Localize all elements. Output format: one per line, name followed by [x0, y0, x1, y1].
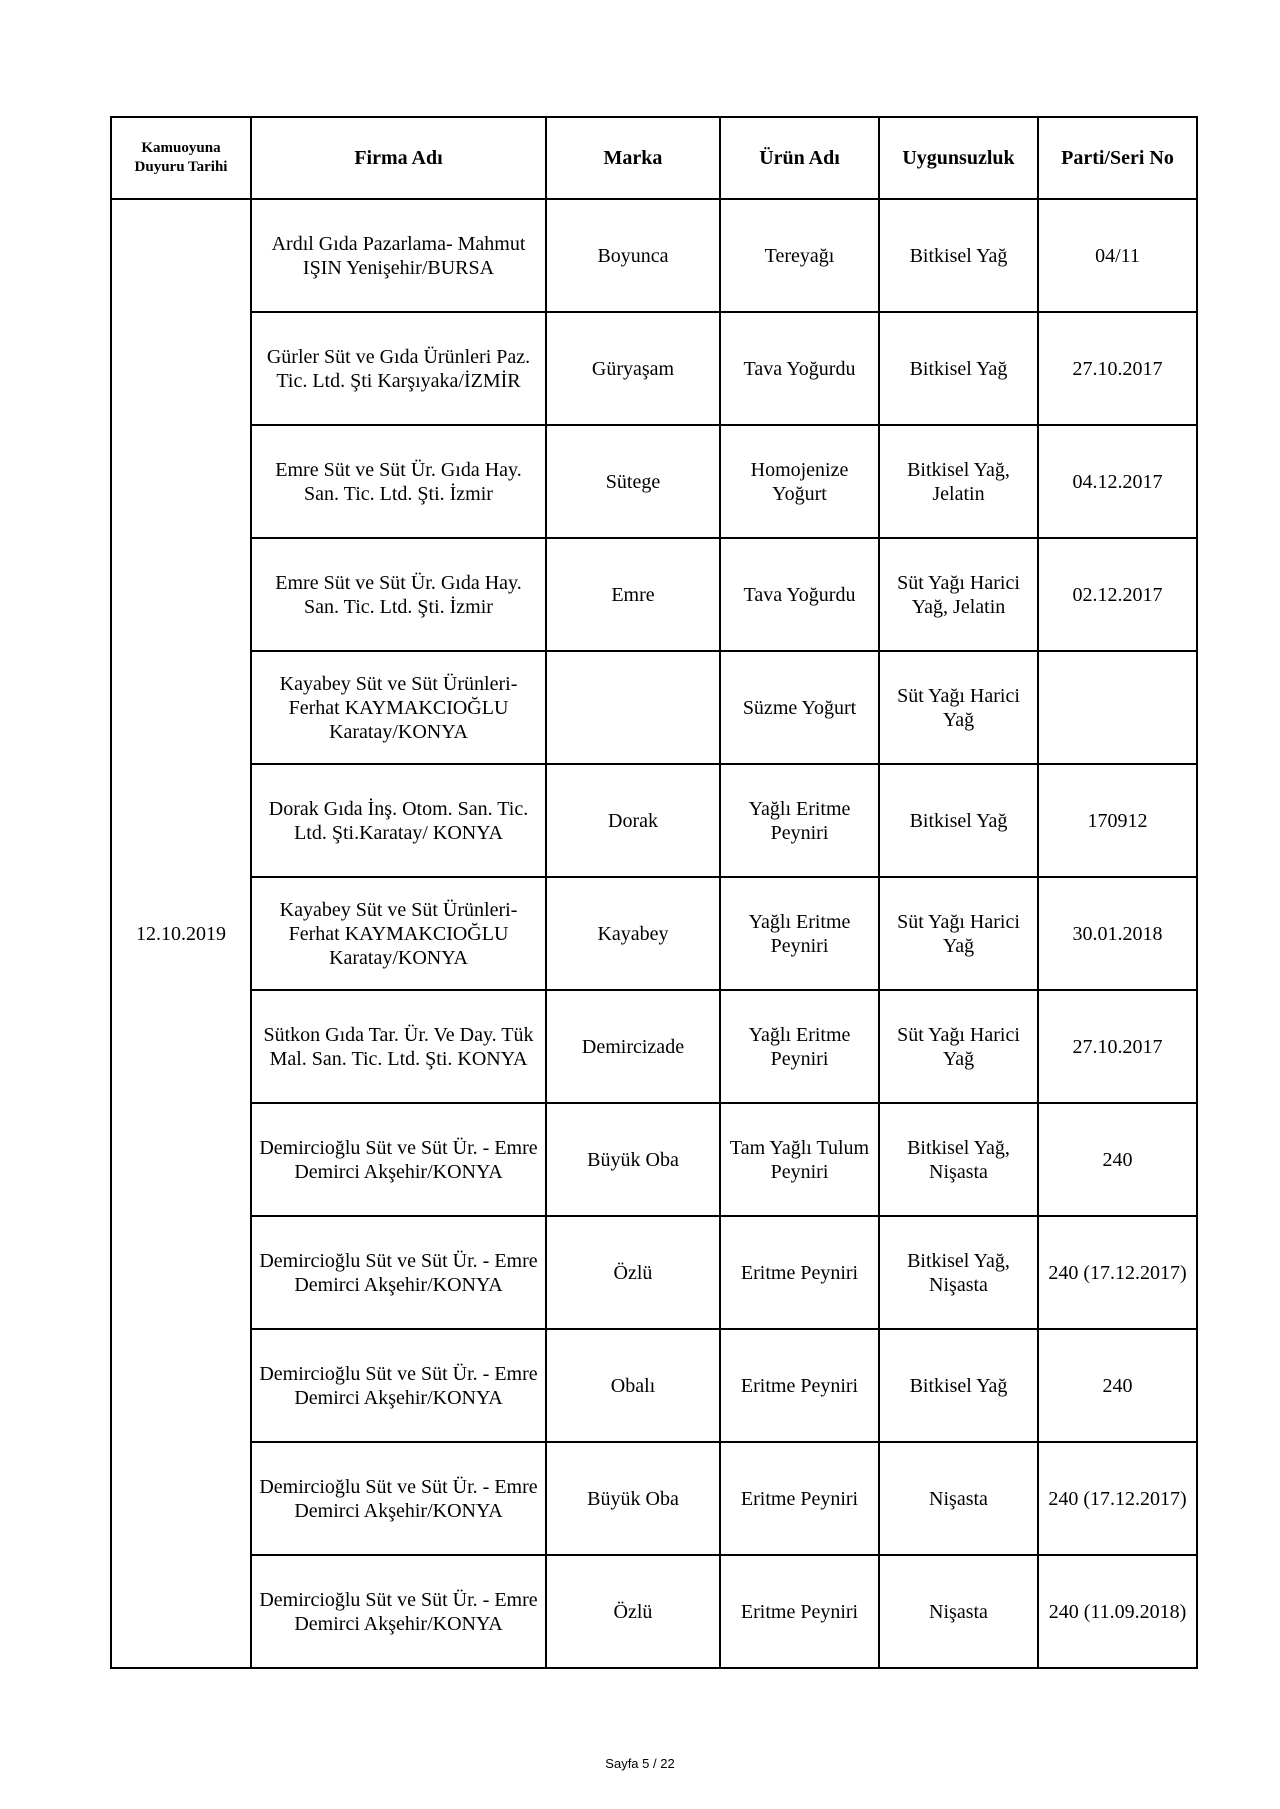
product-cell: Tava Yoğurdu	[720, 538, 879, 651]
firm-cell: Kayabey Süt ve Süt Ürünleri- Ferhat KAYMAKCIOĞLU Karatay/KONYA	[251, 877, 546, 990]
table-row	[111, 764, 1197, 877]
product-cell: Yağlı Eritme Peyniri	[720, 877, 879, 990]
table-row	[111, 1216, 1197, 1329]
table-row	[111, 1555, 1197, 1668]
table-row	[111, 877, 1197, 990]
nonconformity-cell: Süt Yağı Harici Yağ, Jelatin	[879, 538, 1038, 651]
table-row	[111, 199, 1197, 312]
product-cell: Tava Yoğurdu	[720, 312, 879, 425]
batch-cell: 240	[1038, 1103, 1197, 1216]
brand-cell: Demircizade	[546, 990, 720, 1103]
product-cell: Yağlı Eritme Peyniri	[720, 990, 879, 1103]
product-cell: Tam Yağlı Tulum Peyniri	[720, 1103, 879, 1216]
batch-cell: 240	[1038, 1329, 1197, 1442]
header-date: Kamuoyuna Duyuru Tarihi	[111, 117, 251, 199]
nonconformity-cell: Nişasta	[879, 1442, 1038, 1555]
table-row	[111, 990, 1197, 1103]
table-row	[111, 1103, 1197, 1216]
firm-cell: Ardıl Gıda Pazarlama- Mahmut IŞIN Yenişehir/BURSA	[251, 199, 546, 312]
product-cell: Eritme Peyniri	[720, 1555, 879, 1668]
firm-cell: Demircioğlu Süt ve Süt Ür. - Emre Demirci Akşehir/KONYA	[251, 1329, 546, 1442]
header-nonconformity: Uygunsuzluk	[879, 117, 1038, 199]
header-row	[111, 117, 1197, 199]
firm-cell: Kayabey Süt ve Süt Ürünleri- Ferhat KAYMAKCIOĞLU Karatay/KONYA	[251, 651, 546, 764]
firm-cell: Demircioğlu Süt ve Süt Ür. - Emre Demirci Akşehir/KONYA	[251, 1442, 546, 1555]
nonconformity-cell: Bitkisel Yağ	[879, 312, 1038, 425]
firm-cell: Demircioğlu Süt ve Süt Ür. - Emre Demirci Akşehir/KONYA	[251, 1103, 546, 1216]
brand-cell: Kayabey	[546, 877, 720, 990]
announcement-date: 12.10.2019	[111, 199, 251, 1668]
product-cell: Eritme Peyniri	[720, 1329, 879, 1442]
brand-cell	[546, 651, 720, 764]
table-row	[111, 425, 1197, 538]
table-body	[111, 199, 1197, 1668]
notice-table	[110, 116, 1198, 1669]
nonconformity-cell: Nişasta	[879, 1555, 1038, 1668]
nonconformity-cell: Bitkisel Yağ, Jelatin	[879, 425, 1038, 538]
firm-cell: Gürler Süt ve Gıda Ürünleri Paz. Tic. Ltd. Şti Karşıyaka/İZMİR	[251, 312, 546, 425]
header-batch: Parti/Seri No	[1038, 117, 1197, 199]
brand-cell: Özlü	[546, 1555, 720, 1668]
product-cell: Eritme Peyniri	[720, 1216, 879, 1329]
batch-cell	[1038, 651, 1197, 764]
brand-cell: Boyunca	[546, 199, 720, 312]
nonconformity-cell: Bitkisel Yağ	[879, 764, 1038, 877]
batch-cell: 170912	[1038, 764, 1197, 877]
brand-cell: Dorak	[546, 764, 720, 877]
brand-cell: Özlü	[546, 1216, 720, 1329]
firm-cell: Demircioğlu Süt ve Süt Ür. - Emre Demirci Akşehir/KONYA	[251, 1216, 546, 1329]
header-brand: Marka	[546, 117, 720, 199]
table-row	[111, 1442, 1197, 1555]
batch-cell: 04.12.2017	[1038, 425, 1197, 538]
product-cell: Eritme Peyniri	[720, 1442, 879, 1555]
batch-cell: 240 (17.12.2017)	[1038, 1442, 1197, 1555]
nonconformity-cell: Bitkisel Yağ, Nişasta	[879, 1216, 1038, 1329]
firm-cell: Emre Süt ve Süt Ür. Gıda Hay. San. Tic. Ltd. Şti. İzmir	[251, 425, 546, 538]
batch-cell: 27.10.2017	[1038, 312, 1197, 425]
batch-cell: 30.01.2018	[1038, 877, 1197, 990]
product-cell: Yağlı Eritme Peyniri	[720, 764, 879, 877]
batch-cell: 04/11	[1038, 199, 1197, 312]
table-row	[111, 312, 1197, 425]
firm-cell: Demircioğlu Süt ve Süt Ür. - Emre Demirci Akşehir/KONYA	[251, 1555, 546, 1668]
batch-cell: 27.10.2017	[1038, 990, 1197, 1103]
brand-cell: Obalı	[546, 1329, 720, 1442]
nonconformity-cell: Süt Yağı Harici Yağ	[879, 990, 1038, 1103]
nonconformity-cell: Bitkisel Yağ, Nişasta	[879, 1103, 1038, 1216]
table-row	[111, 1329, 1197, 1442]
table-row	[111, 538, 1197, 651]
brand-cell: Emre	[546, 538, 720, 651]
product-cell: Süzme Yoğurt	[720, 651, 879, 764]
nonconformity-cell: Süt Yağı Harici Yağ	[879, 651, 1038, 764]
product-cell: Tereyağı	[720, 199, 879, 312]
nonconformity-cell: Bitkisel Yağ	[879, 199, 1038, 312]
firm-cell: Emre Süt ve Süt Ür. Gıda Hay. San. Tic. Ltd. Şti. İzmir	[251, 538, 546, 651]
header-firm: Firma Adı	[251, 117, 546, 199]
brand-cell: Büyük Oba	[546, 1103, 720, 1216]
page-number: Sayfa 5 / 22	[605, 1756, 675, 1771]
brand-cell: Sütege	[546, 425, 720, 538]
nonconformity-cell: Bitkisel Yağ	[879, 1329, 1038, 1442]
batch-cell: 240 (11.09.2018)	[1038, 1555, 1197, 1668]
table-row	[111, 651, 1197, 764]
nonconformity-cell: Süt Yağı Harici Yağ	[879, 877, 1038, 990]
firm-cell: Dorak Gıda İnş. Otom. San. Tic. Ltd. Şti.Karatay/ KONYA	[251, 764, 546, 877]
brand-cell: Güryaşam	[546, 312, 720, 425]
batch-cell: 240 (17.12.2017)	[1038, 1216, 1197, 1329]
brand-cell: Büyük Oba	[546, 1442, 720, 1555]
header-product: Ürün Adı	[720, 117, 879, 199]
batch-cell: 02.12.2017	[1038, 538, 1197, 651]
product-cell: Homojenize Yoğurt	[720, 425, 879, 538]
firm-cell: Sütkon Gıda Tar. Ür. Ve Day. Tük Mal. San. Tic. Ltd. Şti. KONYA	[251, 990, 546, 1103]
